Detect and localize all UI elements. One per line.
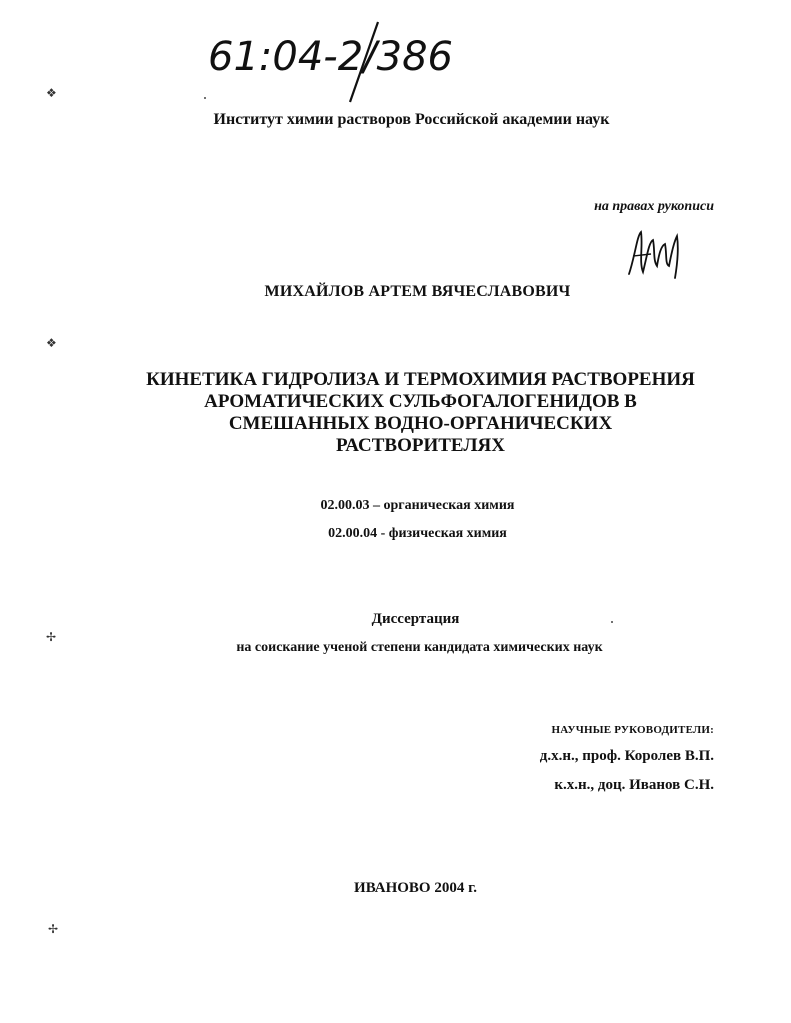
margin-mark-4: ✢	[48, 922, 59, 936]
title-line: КИНЕТИКА ГИДРОЛИЗА И ТЕРМОХИМИЯ РАСТВОРЕНИЯ	[146, 369, 695, 390]
rights-note: на правах рукописи	[594, 199, 714, 214]
archive-code-text: 61:04-2/386	[208, 34, 453, 80]
specialty-organic-chemistry: 02.00.03 – органическая химия	[320, 498, 515, 513]
city-year: ИВАНОВО 2004 г.	[354, 880, 477, 896]
title-line: АРОМАТИЧЕСКИХ СУЛЬФОГАЛОГЕНИДОВ В	[204, 391, 637, 412]
advisor-item: к.х.н., доц. Иванов С.Н.	[554, 777, 714, 793]
margin-mark-1: ❖	[46, 86, 57, 100]
degree-purpose: на соискание ученой степени кандидата химических наук	[236, 640, 603, 655]
dissertation-title	[25, 369, 791, 457]
advisor-item: д.х.н., проф. Королев В.П.	[539, 748, 714, 764]
institute-name: Институт химии растворов Российской академии наук	[213, 111, 610, 128]
dissertation-label: Диссертация	[371, 611, 460, 627]
title-line: РАСТВОРИТЕЛЯХ	[336, 435, 505, 456]
signature-cross-stroke	[633, 254, 651, 256]
margin-mark-3: ✢	[46, 630, 57, 644]
specialty-physical-chemistry: 02.00.04 - физическая химия	[328, 526, 507, 541]
author-signature	[625, 226, 685, 280]
advisors-heading: НАУЧНЫЕ РУКОВОДИТЕЛИ:	[551, 724, 714, 736]
handwritten-archive-code-svg	[200, 18, 490, 108]
title-line: СМЕШАННЫХ ВОДНО-ОРГАНИЧЕСКИХ	[228, 413, 613, 434]
margin-mark-2: ❖	[46, 336, 57, 350]
signature-svg	[625, 226, 685, 280]
speck-1	[204, 97, 206, 99]
author-name: МИХАЙЛОВ АРТЕМ ВЯЧЕСЛАВОВИЧ	[264, 283, 571, 300]
handwritten-archive-code	[200, 18, 490, 108]
